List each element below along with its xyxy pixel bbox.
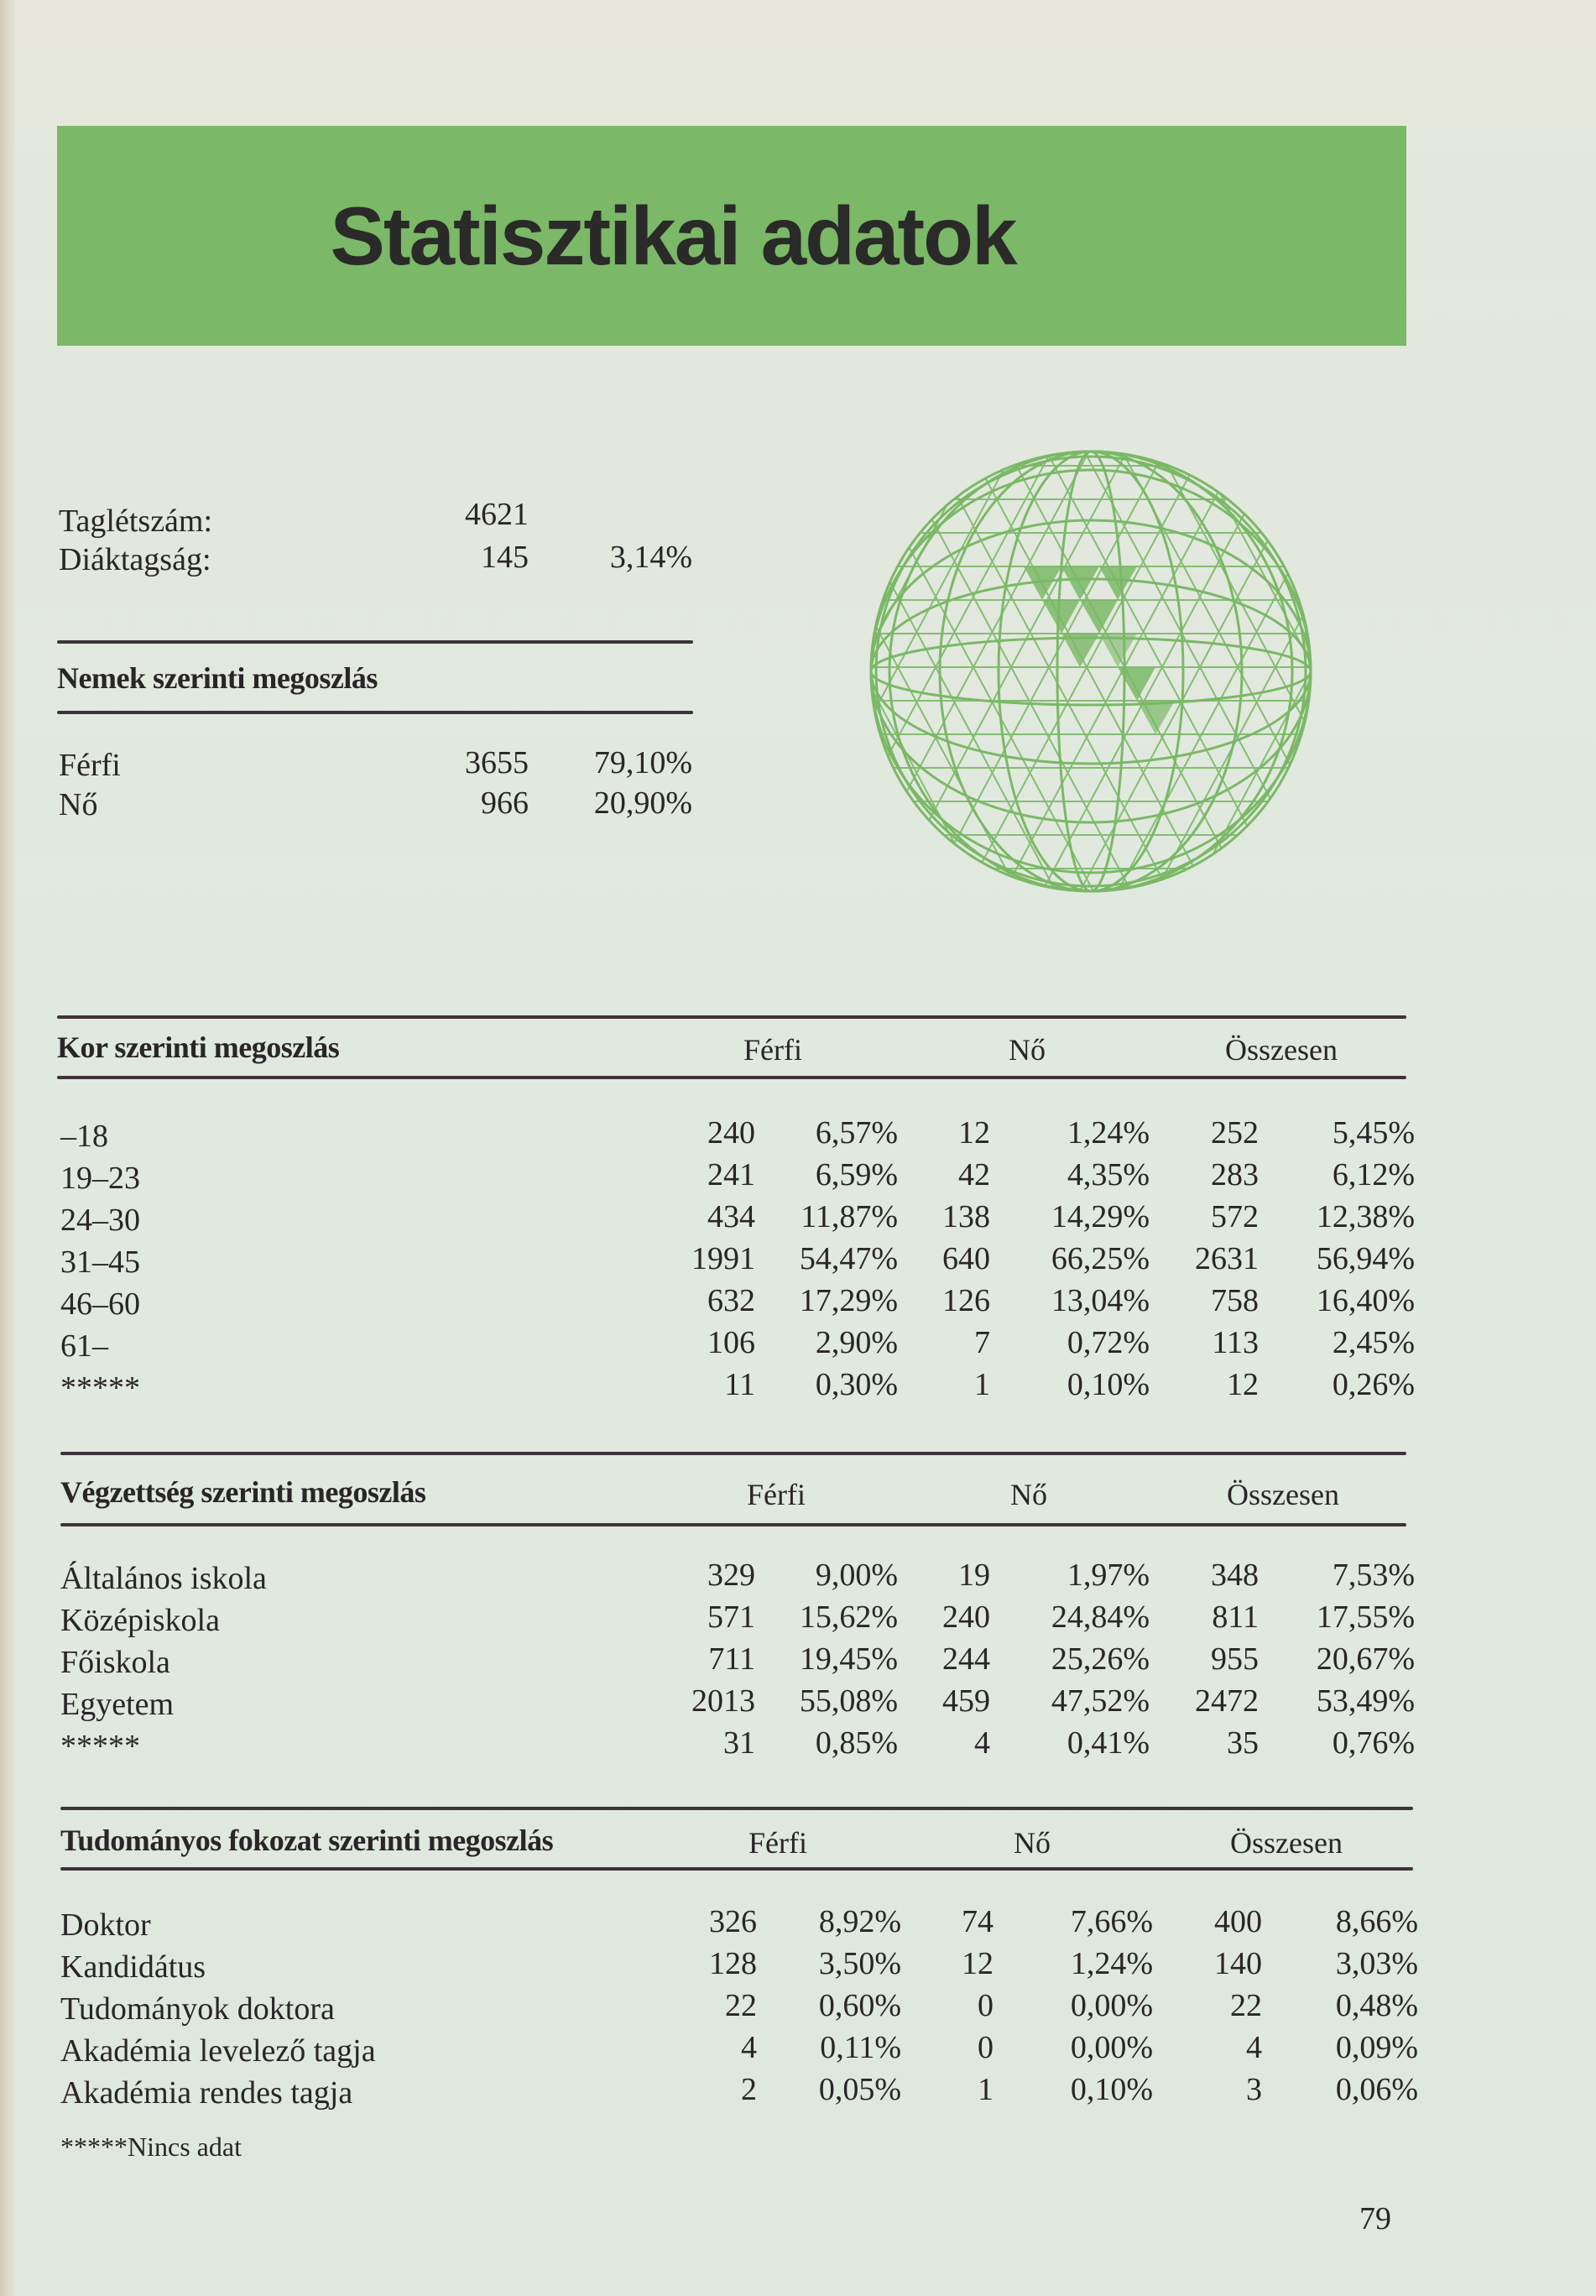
cell-total-count: 2472: [1195, 1683, 1259, 1719]
cell-total-count: 348: [1211, 1558, 1259, 1593]
degree-heading: Tudományos fokozat szerinti megoszlás: [60, 1824, 554, 1857]
row-label: –18: [60, 1119, 108, 1154]
cell-male-count: 241: [707, 1157, 755, 1192]
row-label: Tudományok doktora: [60, 1991, 335, 2027]
cell-male-count: 711: [708, 1641, 755, 1677]
cell-male-count: 2013: [691, 1683, 755, 1719]
section-rule: [57, 640, 693, 644]
cell-total-pct: 0,76%: [1332, 1725, 1415, 1761]
cell-female-count: 42: [958, 1157, 990, 1192]
geodesic-globe-logo: [864, 445, 1317, 898]
education-col-male: Férfi: [747, 1478, 806, 1511]
row-label: 31–45: [60, 1245, 140, 1280]
cell-male-pct: 0,11%: [820, 2030, 901, 2065]
cell-total-pct: 0,48%: [1335, 1988, 1418, 2023]
cell-total-count: 113: [1212, 1325, 1259, 1360]
section-rule: [57, 1015, 1406, 1019]
row-label: Főiskola: [60, 1645, 170, 1680]
gender-row-pct: 20,90%: [593, 785, 692, 821]
cell-male-pct: 55,08%: [799, 1683, 898, 1719]
row-label: Akadémia levelező tagja: [60, 2033, 376, 2069]
students-value: 145: [481, 540, 529, 575]
row-label: 24–30: [60, 1203, 140, 1238]
gender-row-label: Férfi: [59, 748, 121, 783]
row-label: *****: [60, 1729, 140, 1764]
page-number: 79: [1359, 2201, 1391, 2236]
cell-male-count: 632: [707, 1283, 755, 1318]
cell-total-count: 283: [1211, 1157, 1259, 1192]
cell-total-count: 22: [1230, 1988, 1262, 2023]
cell-total-count: 400: [1214, 1904, 1262, 1939]
cell-total-count: 572: [1211, 1199, 1259, 1234]
cell-total-count: 12: [1227, 1367, 1259, 1402]
cell-female-count: 4: [974, 1725, 990, 1761]
footnote: *****Nincs adat: [60, 2132, 242, 2162]
cell-female-count: 74: [962, 1904, 994, 1939]
cell-female-count: 7: [974, 1325, 990, 1360]
cell-female-count: 126: [942, 1283, 990, 1318]
cell-male-count: 571: [707, 1599, 755, 1635]
row-label: 46–60: [60, 1286, 140, 1322]
cell-male-pct: 0,05%: [818, 2072, 901, 2107]
cell-female-pct: 7,66%: [1070, 1904, 1153, 1939]
age-col-total: Összesen: [1225, 1033, 1338, 1067]
cell-total-count: 140: [1214, 1946, 1262, 1981]
members-label: Taglétszám:: [59, 504, 213, 539]
cell-total-count: 252: [1211, 1115, 1259, 1151]
cell-male-count: 329: [707, 1558, 755, 1593]
section-rule: [60, 1523, 1406, 1526]
cell-total-pct: 5,45%: [1332, 1115, 1415, 1151]
cell-female-count: 12: [958, 1115, 990, 1151]
age-heading: Kor szerinti megoszlás: [57, 1031, 340, 1064]
cell-total-count: 3: [1246, 2072, 1262, 2107]
cell-total-pct: 0,09%: [1335, 2030, 1418, 2065]
globe-triangle-grid: [864, 445, 1317, 898]
page-title: Statisztikai adatok: [330, 189, 1016, 282]
cell-total-count: 4: [1246, 2030, 1262, 2065]
cell-male-count: 31: [723, 1725, 755, 1761]
cell-female-count: 1: [974, 1367, 990, 1402]
cell-total-pct: 3,03%: [1335, 1946, 1418, 1981]
cell-total-count: 758: [1211, 1283, 1259, 1318]
cell-total-pct: 16,40%: [1316, 1283, 1415, 1318]
row-label: 61–: [60, 1328, 108, 1364]
cell-male-pct: 9,00%: [815, 1558, 898, 1593]
row-label: Akadémia rendes tagja: [60, 2075, 353, 2111]
row-label: Kandidátus: [60, 1949, 206, 1985]
cell-male-count: 434: [707, 1199, 755, 1234]
cell-female-pct: 66,25%: [1051, 1241, 1150, 1276]
cell-female-count: 1: [978, 2072, 994, 2107]
section-rule: [60, 1867, 1413, 1871]
cell-female-count: 138: [942, 1199, 990, 1234]
cell-female-count: 0: [978, 1988, 994, 2023]
cell-total-count: 2631: [1195, 1241, 1259, 1276]
cell-male-pct: 3,50%: [818, 1946, 901, 1981]
cell-female-pct: 1,24%: [1070, 1946, 1153, 1981]
education-heading: Végzettség szerinti megoszlás: [60, 1475, 426, 1509]
section-rule: [60, 1807, 1413, 1810]
cell-female-pct: 47,52%: [1051, 1683, 1150, 1719]
cell-female-count: 240: [942, 1599, 990, 1635]
cell-male-count: 1991: [691, 1241, 755, 1276]
gender-row-count: 966: [481, 785, 529, 821]
gender-row-pct: 79,10%: [593, 745, 692, 780]
cell-female-pct: 1,24%: [1067, 1115, 1150, 1151]
gender-heading: Nemek szerinti megoszlás: [57, 661, 378, 695]
cell-female-pct: 4,35%: [1067, 1157, 1150, 1192]
cell-female-count: 244: [942, 1641, 990, 1677]
cell-total-pct: 53,49%: [1316, 1683, 1415, 1719]
cell-male-pct: 0,60%: [818, 1988, 901, 2023]
cell-male-pct: 15,62%: [799, 1599, 898, 1635]
degree-col-total: Összesen: [1230, 1826, 1343, 1860]
row-label: Középiskola: [60, 1603, 220, 1638]
row-label: Egyetem: [60, 1687, 175, 1722]
cell-female-pct: 0,10%: [1067, 1367, 1150, 1402]
cell-male-pct: 19,45%: [799, 1641, 898, 1677]
row-label: 19–23: [60, 1161, 140, 1196]
cell-male-count: 326: [709, 1904, 757, 1939]
cell-female-pct: 0,00%: [1070, 2030, 1153, 2065]
row-label: *****: [60, 1370, 140, 1406]
age-col-male: Férfi: [743, 1033, 802, 1067]
cell-total-pct: 7,53%: [1332, 1558, 1415, 1593]
education-col-female: Nő: [1010, 1478, 1047, 1511]
cell-female-pct: 25,26%: [1051, 1641, 1150, 1677]
cell-male-pct: 6,59%: [815, 1157, 898, 1192]
book-spine-edge: [0, 0, 15, 2296]
degree-col-female: Nő: [1014, 1826, 1051, 1860]
cell-total-count: 811: [1212, 1599, 1259, 1635]
cell-total-count: 955: [1211, 1641, 1259, 1677]
education-col-total: Összesen: [1227, 1478, 1339, 1511]
cell-male-pct: 17,29%: [799, 1283, 898, 1318]
section-rule: [57, 1076, 1406, 1079]
cell-total-pct: 2,45%: [1332, 1325, 1415, 1360]
students-label: Diáktagság:: [59, 542, 211, 577]
cell-total-count: 35: [1227, 1725, 1259, 1761]
cell-female-count: 459: [942, 1683, 990, 1719]
title-band: [57, 126, 1406, 346]
cell-female-pct: 0,00%: [1070, 1988, 1153, 2023]
cell-total-pct: 8,66%: [1335, 1904, 1418, 1939]
cell-male-pct: 11,87%: [801, 1199, 898, 1234]
cell-total-pct: 56,94%: [1316, 1241, 1415, 1276]
cell-female-pct: 14,29%: [1051, 1199, 1150, 1234]
cell-male-pct: 54,47%: [799, 1241, 898, 1276]
cell-female-pct: 0,10%: [1070, 2072, 1153, 2107]
cell-male-count: 106: [707, 1325, 755, 1360]
cell-male-pct: 0,85%: [815, 1725, 898, 1761]
cell-female-count: 12: [962, 1946, 994, 1981]
row-label: Általános iskola: [60, 1561, 267, 1596]
cell-total-pct: 12,38%: [1316, 1199, 1415, 1234]
cell-female-pct: 13,04%: [1051, 1283, 1150, 1318]
age-col-female: Nő: [1009, 1033, 1046, 1067]
cell-female-pct: 1,97%: [1067, 1558, 1150, 1593]
cell-male-count: 2: [741, 2072, 757, 2107]
cell-total-pct: 6,12%: [1332, 1157, 1415, 1192]
cell-total-pct: 17,55%: [1316, 1599, 1415, 1635]
cell-total-pct: 20,67%: [1316, 1641, 1415, 1677]
gender-row-count: 3655: [465, 745, 529, 780]
cell-total-pct: 0,26%: [1332, 1367, 1415, 1402]
section-rule: [57, 711, 693, 714]
section-rule: [60, 1452, 1406, 1455]
cell-female-count: 640: [942, 1241, 990, 1276]
cell-female-count: 19: [958, 1558, 990, 1593]
cell-male-count: 240: [707, 1115, 755, 1151]
cell-male-count: 4: [741, 2030, 757, 2065]
cell-male-pct: 2,90%: [815, 1325, 898, 1360]
members-value: 4621: [465, 497, 529, 532]
cell-male-pct: 6,57%: [815, 1115, 898, 1151]
cell-male-pct: 8,92%: [818, 1904, 901, 1939]
degree-col-male: Férfi: [748, 1826, 807, 1860]
gender-row-label: Nő: [59, 787, 98, 822]
cell-male-pct: 0,30%: [815, 1367, 898, 1402]
cell-male-count: 11: [724, 1367, 755, 1402]
cell-female-pct: 24,84%: [1051, 1599, 1150, 1635]
cell-female-count: 0: [978, 2030, 994, 2065]
cell-male-count: 22: [725, 1988, 757, 2023]
cell-total-pct: 0,06%: [1335, 2072, 1418, 2107]
cell-female-pct: 0,72%: [1067, 1325, 1150, 1360]
row-label: Doktor: [60, 1907, 151, 1943]
cell-male-count: 128: [709, 1946, 757, 1981]
cell-female-pct: 0,41%: [1067, 1725, 1150, 1761]
students-pct: 3,14%: [609, 540, 692, 575]
